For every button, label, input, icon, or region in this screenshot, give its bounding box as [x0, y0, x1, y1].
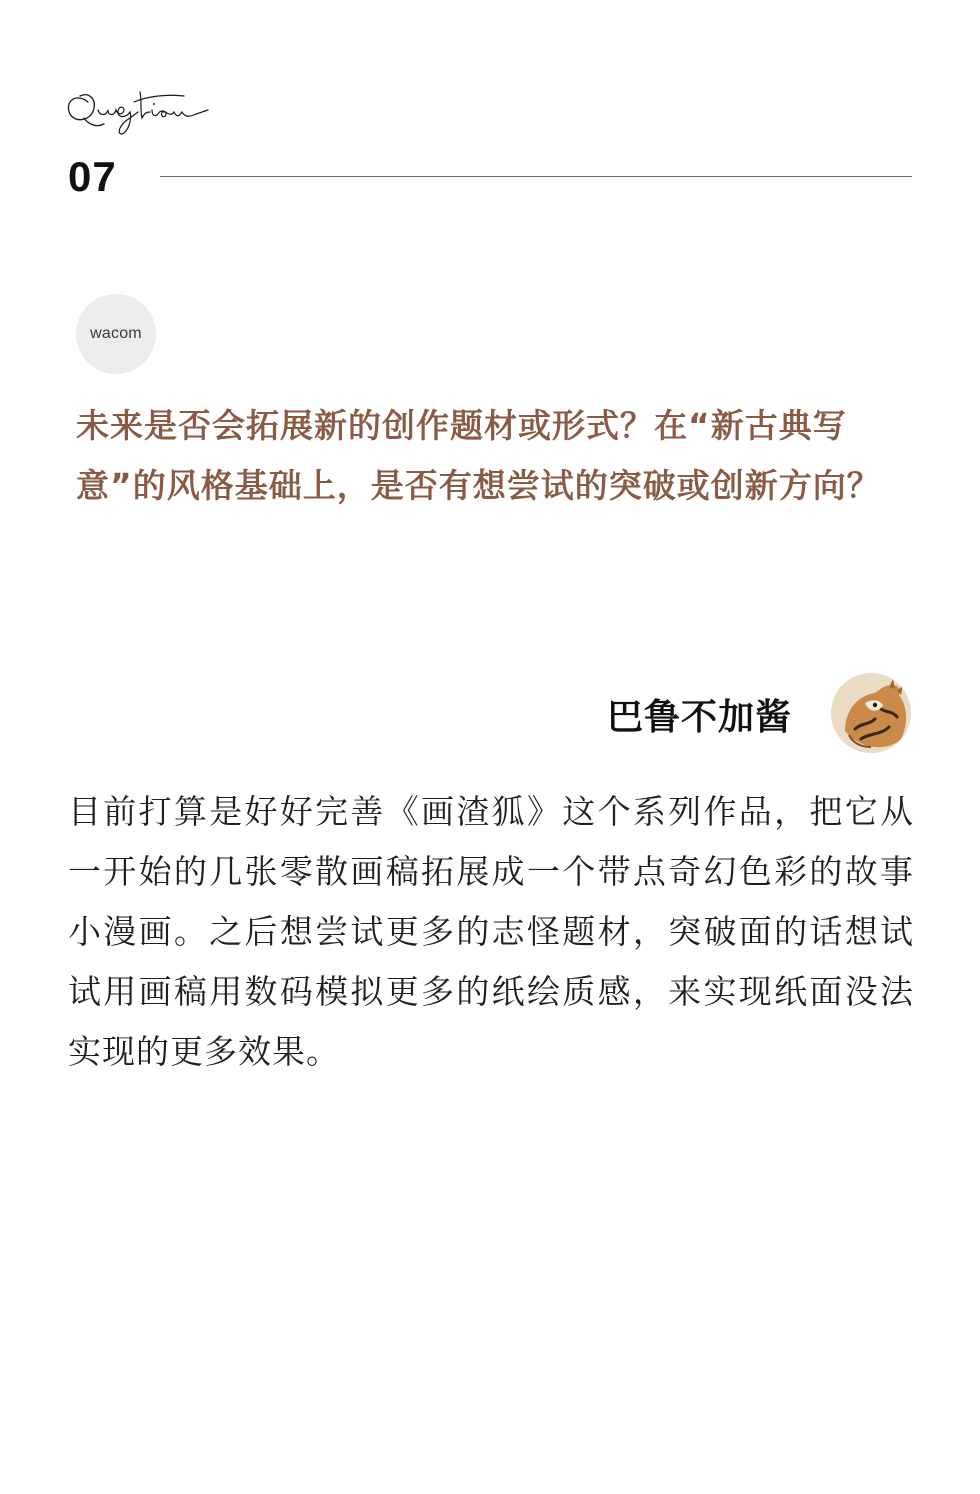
question-script-word — [58, 80, 218, 140]
fox-illustration-icon — [831, 673, 911, 753]
answerer-name: 巴鲁不加酱 — [606, 697, 792, 738]
answerer-avatar — [831, 673, 911, 753]
header-divider — [160, 176, 912, 177]
question-text: 未来是否会拓展新的创作题材或形式？在“新古典写意”的风格基础上，是否有想尝试的突破或创新方向？ — [76, 406, 881, 505]
wacom-logo-avatar — [76, 294, 156, 374]
wacom-logo-text: wacom — [90, 325, 142, 342]
answer-text: 目前打算是好好完善《画渣狐》这个系列作品，把它从一开始的几张零散画稿拓展成一个带点奇幻色彩的故事小漫画。之后想尝试更多的志怪题材，突破面的话想试试用画稿用数码模拟更多的纸绘质感，来实现纸面没法实现的更多效果。 — [68, 792, 914, 1071]
question-number: 07 — [68, 153, 117, 200]
